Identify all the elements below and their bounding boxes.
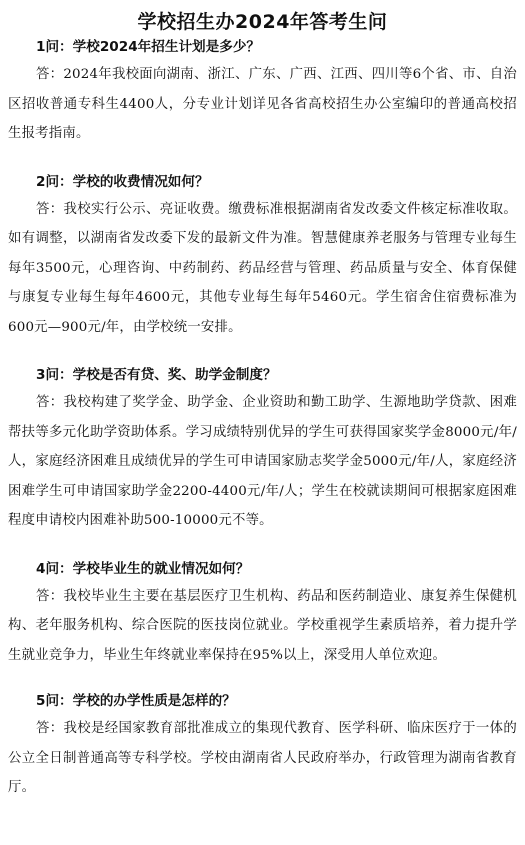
answer-3: 答：我校构建了奖学金、助学金、企业资助和勤工助学、生源地助学贷款、困难帮扶等多元化助学资助体系。学习成绩特别优异的学生可获得国家奖学金8000元/年/人，家庭经济困难且成绩优异的学生可申请国家励志奖学金5000元/年/人，家庭经济困难学生可申请国家助学金2200-4400元/年/人；学生在校就读期间可根据家庭困难程度申请校内困难补助500-10000元不等。 [8, 395, 517, 528]
question-1: 1问：学校2024年招生计划是多少？ [36, 39, 261, 55]
question-4: 4问：学校毕业生的就业情况如何？ [36, 560, 250, 577]
qa-item-3 [8, 364, 517, 536]
question-2: 2问：学校的收费情况如何？ [36, 173, 209, 190]
qa-item-5 [8, 690, 517, 803]
question-5: 5问：学校的办学性质是怎样的？ [36, 693, 236, 709]
spacer [8, 536, 517, 558]
spacer [8, 670, 517, 690]
qa-item-2 [8, 171, 517, 343]
answer-2: 答：我校实行公示、亮证收费。缴费标准根据湖南省发改委文件核定标准收取。如有调整，以湖南省发改委下发的最新文件为准。智慧健康养老服务与管理专业每生每年3500元，心理咨询、中药制药、药品经营与管理、药品质量与安全、体育保健与康复专业每生每年4600元，其他专业每生每年5460元。学生宿舍住宿费标准为600元—900元/年，由学校统一安排。 [8, 201, 517, 335]
qa-item-1 [8, 36, 517, 149]
answer-5: 答：我校是经国家教育部批准成立的集现代教育、医学科研、临床医疗于一体的公立全日制普通高等专科学校。学校由湖南省人民政府举办，行政管理为湖南省教育厅。 [8, 721, 517, 795]
qa-item-4 [8, 558, 517, 671]
answer-1: 答：2024年我校面向湖南、浙江、广东、广西、江西、四川等6个省、市、自治区招收普通专科生4400人，分专业计划详见各省高校招生办公室编印的普通高校招生报考指南。 [8, 67, 517, 141]
spacer [8, 149, 517, 171]
spacer [8, 342, 517, 364]
question-3: 3问：学校是否有贷、奖、助学金制度？ [36, 367, 277, 383]
document-title: 学校招生办2024年答考生问 [137, 11, 388, 33]
answer-4: 答：我校毕业生主要在基层医疗卫生机构、药品和医药制造业、康复养生保健机构、老年服务机构、综合医院的医技岗位就业。学校重视学生素质培养，着力提升学生就业竞争力，毕业生年终就业率保持在95%以上，深受用人单位欢迎。 [8, 588, 517, 663]
